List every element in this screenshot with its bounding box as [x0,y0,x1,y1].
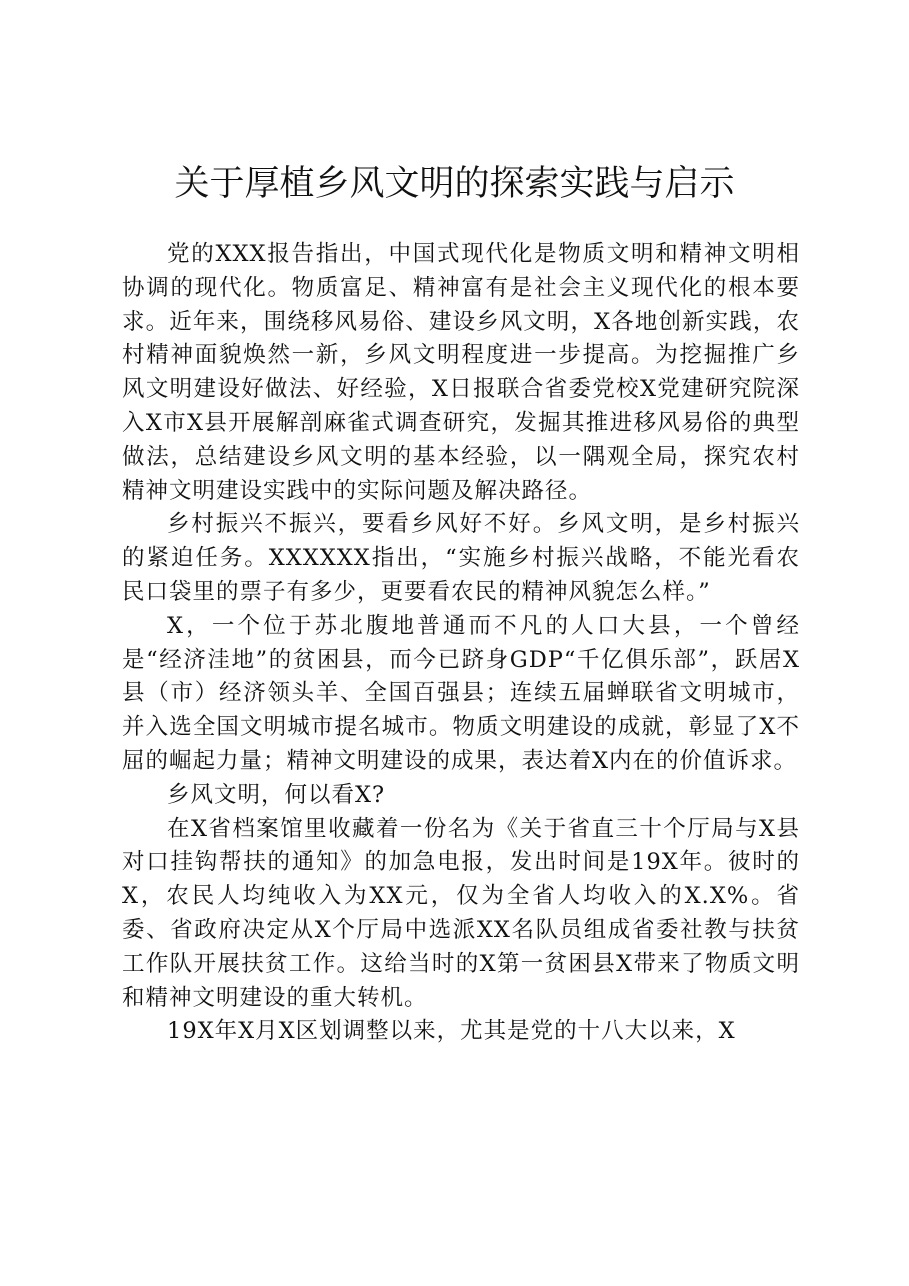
paragraph: 党的XXX报告指出，中国式现代化是物质文明和精神文明相协调的现代化。物质富足、精神富有是社会主义现代化的根本要求。近年来，围绕移风易俗、建设乡风文明，X各地创新实践，农村精神面貌焕然一新，乡风文明程度进一步提高。为挖掘推广乡风文明建设好做法、好经验，X日报联合省委党校X党建研究院深入X市X县开展解剖麻雀式调查研究，发掘其推进移风易俗的典型做法，总结建设乡风文明的基本经验，以一隅观全局，探究农村精神文明建设实践中的实际问题及解决路径。 [122,241,800,504]
document-title: 关于厚植乡风文明的探索实践与启示 [174,164,735,204]
paragraph: 19X年X月X区划调整以来，尤其是党的十八大以来，X [167,1018,736,1045]
paragraph: 在X省档案馆里收藏着一份名为《关于省直三十个厅局与X县对口挂钩帮扶的通知》的加急电报，发出时间是19X年。彼时的X，农民人均纯收入为XX元，仅为全省人均收入的X.X%。省委、省政府决定从X个厅局中选派XX名队员组成省委社教与扶贫工作队开展扶贫工作。这给当时的X第一贫困县X带来了物质文明和精神文明建设的重大转机。 [122,815,800,1011]
document-body [122,238,800,1049]
paragraph: 乡风文明，何以看X? [167,781,386,808]
paragraph: 乡村振兴不振兴，要看乡风好不好。乡风文明，是乡村振兴的紧迫任务。XXXXXX指出，“实施乡村振兴战略，不能光看农民口袋里的票子有多少，更要看农民的精神风貌怎么样。” [122,511,800,605]
paragraph: X，一个位于苏北腹地普通而不凡的人口大县，一个曾经是“经济洼地”的贫困县，而今已跻身GDP“千亿俱乐部”，跃居X县（市）经济领头羊、全国百强县；连续五届蝉联省文明城市，并入选全国文明城市提名城市。物质文明建设的成就，彰显了X不屈的崛起力量；精神文明建设的成果，表达着X内在的价值诉求。 [122,612,800,774]
